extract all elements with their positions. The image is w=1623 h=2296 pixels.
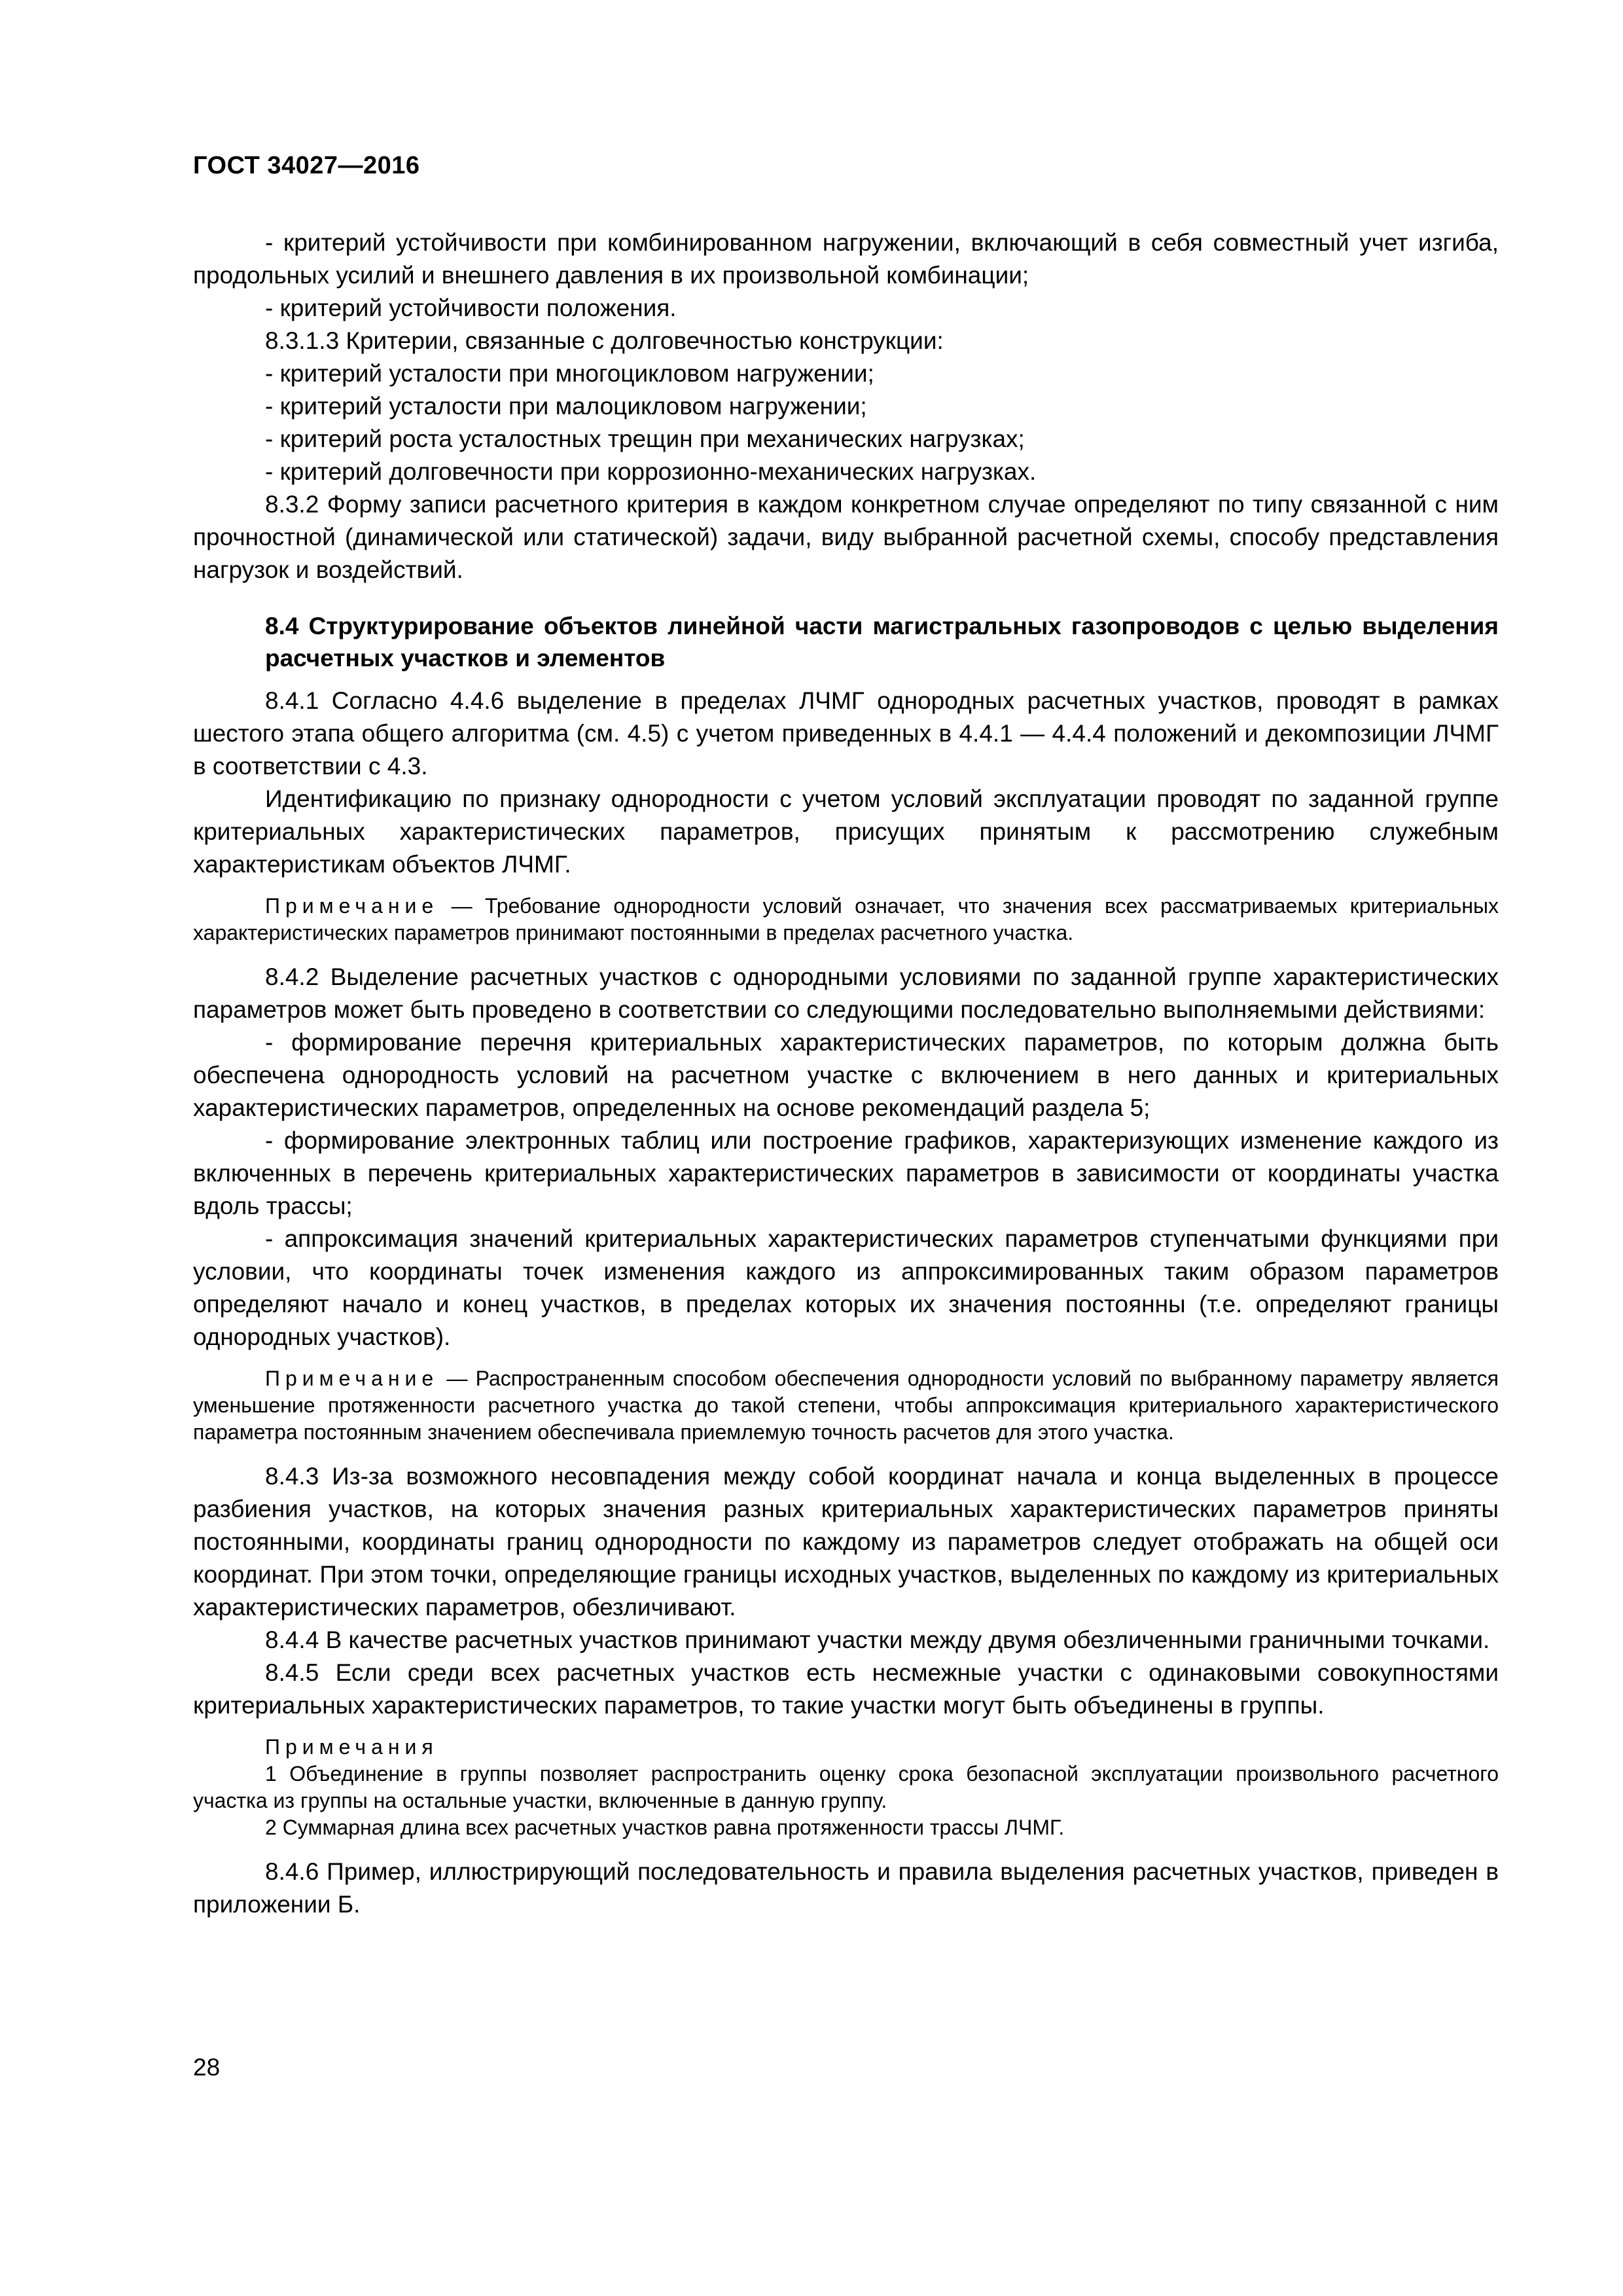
page-body [193,226,1499,1921]
paragraph: 8.4.5 Если среди всех расчетных участков есть несмежные участки с одинаковыми совокупностями критериальных характеристических параметров, то такие участки могут быть объединены в группы. [193,1659,1499,1719]
paragraph: - аппроксимация значений критериальных характеристических параметров ступенчатыми функциями при условии, что координаты точек изменения каждого из аппроксимированных таким образом параметров определяют начало и конец участков, в пределах которых их значения постоянны (т.е. определяют границы однородных участков). [193,1225,1499,1350]
page-number: 28 [193,2054,221,2081]
note-text: — Требование однородности условий означает, что значения всех рассматриваемых критериальных характеристических параметров принимают постоянными в пределах расчетного участка. [193,894,1499,944]
note-item: 1 Объединение в группы позволяет распространить оценку срока безопасной эксплуатации произвольного расчетного участка из группы на остальные участки, включенные в данную группу. [193,1762,1499,1812]
note [193,1365,1499,1446]
note-label: Примечание [265,894,439,918]
paragraph: - критерий устойчивости положения. [265,295,677,321]
note-label: Примечание [265,1367,439,1390]
paragraph: 8.3.2 Форму записи расчетного критерия в каждом конкретном случае определяют по типу связанной с ним прочностной (динамической или статической) задачи, виду выбранной расчетной схемы, способу представления нагрузок и воздействий. [193,491,1499,583]
paragraph: 8.4.6 Пример, иллюстрирующий последовательность и правила выделения расчетных участков, приведен в приложении Б. [193,1858,1499,1918]
paragraph: 8.4.4 В качестве расчетных участков принимают участки между двумя обезличенными граничными точками. [265,1626,1490,1653]
paragraph: - формирование электронных таблиц или построение графиков, характеризующих изменение каждого из включенных в перечень критериальных характеристических параметров в зависимости от координаты участка вдоль трассы; [193,1127,1499,1219]
paragraph: - критерий роста усталостных трещин при механических нагрузках; [265,425,1025,452]
section-heading: 8.4 Структурирование объектов линейной части магистральных газопроводов с целью выделения расчетных участков и элементов [265,613,1499,672]
notes-label: Примечания [265,1735,438,1759]
paragraph: Идентификацию по признаку однородности с учетом условий эксплуатации проводят по заданной группе критериальных характеристических параметров, присущих принятым к рассмотрению служебным характеристикам объектов ЛЧМГ. [193,785,1499,878]
note-text: — Распространенным способом обеспечения однородности условий по выбранному параметру является уменьшение протяженности расчетного участка до такой степени, чтобы аппроксимация критериального характеристического параметра постоянным значением обеспечивала приемлемую точность расчетов для этого участка. [193,1367,1499,1444]
notes [193,1734,1499,1841]
note-item: 2 Суммарная длина всех расчетных участков равна протяженности трассы ЛЧМГ. [265,1816,1065,1839]
paragraph: - критерий долговечности при коррозионно-механических нагрузках. [265,458,1037,485]
paragraph: - критерий усталости при малоцикловом нагружении; [265,393,867,420]
paragraph: 8.3.1.3 Критерии, связанные с долговечностью конструкции: [265,327,944,354]
standard-header: ГОСТ 34027—2016 [193,152,420,179]
note [193,893,1499,946]
paragraph: 8.4.2 Выделение расчетных участков с однородными условиями по заданной группе характеристических параметров может быть проведено в соответствии со следующими последовательно выполняемыми действиями: [193,963,1499,1023]
paragraph: 8.4.3 Из-за возможного несовпадения между собой координат начала и конца выделенных в процессе разбиения участков, на которых значения разных критериальных характеристических параметров приняты постоянными, координаты границ однородности по каждому из параметров следует отображать на общей оси координат. При этом точки, определяющие границы исходных участков, выделенных по каждому из критериальных характеристических параметров, обезличивают. [193,1463,1499,1621]
paragraph: - критерий устойчивости при комбинированном нагружении, включающий в себя совместный учет изгиба, продольных усилий и внешнего давления в их произвольной комбинации; [193,229,1499,289]
paragraph: 8.4.1 Согласно 4.4.6 выделение в пределах ЛЧМГ однородных расчетных участков, проводят в рамках шестого этапа общего алгоритма (см. 4.5) с учетом приведенных в 4.4.1 — 4.4.4 положений и декомпозиции ЛЧМГ в соответствии с 4.3. [193,687,1499,780]
paragraph: - формирование перечня критериальных характеристических параметров, по которым должна быть обеспечена однородность условий на расчетном участке с включением в него данных и критериальных характеристических параметров, определенных на основе рекомендаций раздела 5; [193,1029,1499,1121]
paragraph: - критерий усталости при многоцикловом нагружении; [265,360,874,387]
